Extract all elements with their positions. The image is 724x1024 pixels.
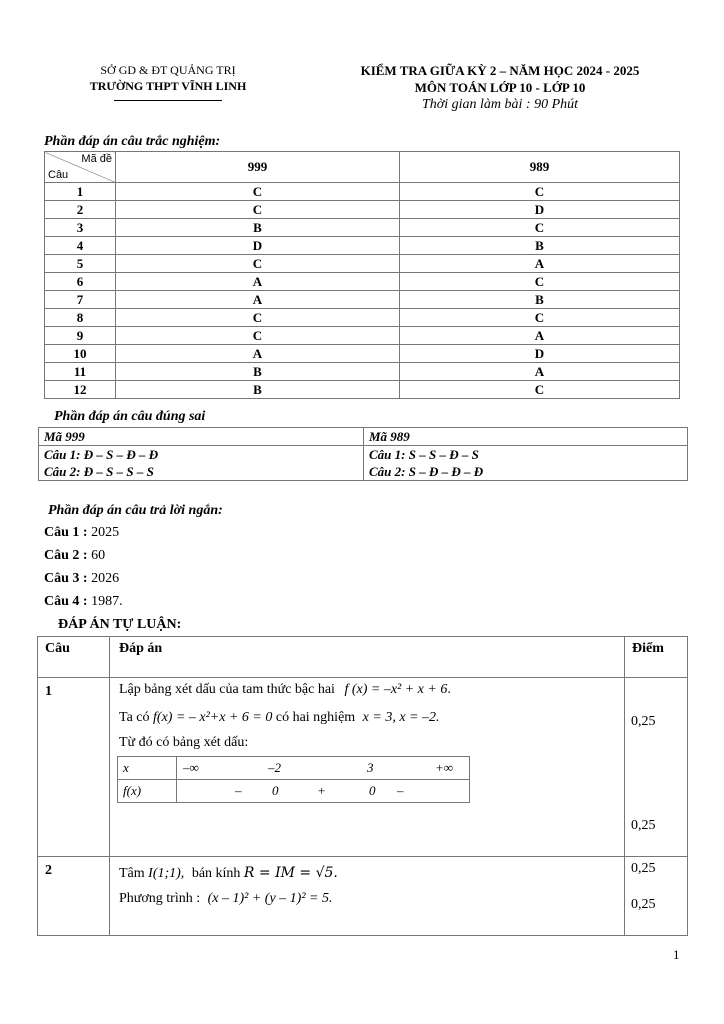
mc-answer-999: D bbox=[116, 237, 400, 255]
mc-answer-989: C bbox=[400, 183, 680, 201]
mc-row bbox=[45, 363, 680, 381]
short-answer-label: Câu 2 : bbox=[44, 548, 88, 563]
corner-code-label: Mã đề bbox=[81, 153, 112, 165]
mc-question-number: 4 bbox=[45, 237, 116, 255]
tf-code-989: Mã 989 bbox=[364, 428, 688, 446]
mc-row bbox=[45, 255, 680, 273]
short-answer-2 bbox=[44, 548, 105, 564]
essay-q1-answer bbox=[110, 678, 625, 857]
mc-answer-989: A bbox=[400, 255, 680, 273]
mc-answer-989: A bbox=[400, 327, 680, 345]
short-answer-value: 60 bbox=[91, 548, 106, 563]
corner-question-label: Câu bbox=[48, 169, 69, 181]
mc-answer-999: C bbox=[116, 183, 400, 201]
mc-row bbox=[45, 183, 680, 201]
tf-code-999: Mã 999 bbox=[39, 428, 364, 446]
mc-answer-999: A bbox=[116, 273, 400, 291]
header-divider bbox=[114, 100, 222, 101]
q2-score-1: 0,25 bbox=[631, 861, 656, 876]
school-name: TRƯỜNG THPT VĨNH LINH bbox=[89, 79, 247, 93]
short-answer-1 bbox=[44, 525, 119, 541]
q2-radius: R = IM = √5. bbox=[243, 865, 338, 881]
mc-answer-999: C bbox=[116, 327, 400, 345]
mc-answer-999: C bbox=[116, 201, 400, 219]
mc-question-number: 6 bbox=[45, 273, 116, 291]
sign-f-row bbox=[118, 780, 470, 803]
code-989-header: 989 bbox=[400, 152, 680, 183]
mc-answer-989: B bbox=[400, 237, 680, 255]
mc-row bbox=[45, 273, 680, 291]
q1-score-2: 0,25 bbox=[631, 818, 656, 833]
q2-line-2 bbox=[119, 891, 332, 907]
q1-line1-text: Lập bảng xét dấu của tam thức bậc hai bbox=[119, 682, 335, 697]
q2-equation: (x – 1)² + (y – 1)² = 5. bbox=[207, 891, 333, 906]
code-999-header: 999 bbox=[116, 152, 400, 183]
tf-989-q2: Câu 2: S – Đ – Đ – Đ bbox=[369, 464, 484, 479]
mc-row bbox=[45, 345, 680, 363]
q1-line-3: Từ đó có bảng xét dấu: bbox=[119, 735, 249, 750]
mc-section-title: Phần đáp án câu trắc nghiệm: bbox=[44, 134, 221, 149]
mc-question-number: 11 bbox=[45, 363, 116, 381]
short-section-title: Phần đáp án câu trả lời ngắn: bbox=[48, 503, 223, 518]
mc-answer-989: C bbox=[400, 273, 680, 291]
sign-f-label: f(x) bbox=[118, 780, 177, 803]
mc-question-number: 7 bbox=[45, 291, 116, 309]
mc-answer-989: B bbox=[400, 291, 680, 309]
mc-row bbox=[45, 219, 680, 237]
short-answer-4 bbox=[44, 594, 123, 610]
mc-answer-999: C bbox=[116, 309, 400, 327]
mc-answer-989: C bbox=[400, 309, 680, 327]
col-score-header: Điểm bbox=[625, 637, 688, 678]
q1-line1-formula: f (x) = –x² + x + 6 bbox=[344, 682, 448, 697]
sign-f-val: 0 bbox=[369, 783, 376, 798]
sign-x-val: –2 bbox=[268, 760, 281, 775]
essay-row-2 bbox=[38, 857, 688, 936]
q2-line2-a: Phương trình : bbox=[119, 891, 201, 906]
sign-x-row bbox=[118, 757, 470, 780]
mc-answer-999: B bbox=[116, 219, 400, 237]
sign-f-val: – bbox=[397, 783, 404, 798]
essay-q1-score bbox=[625, 678, 688, 857]
page-number: 1 bbox=[673, 947, 680, 962]
essay-q2-score bbox=[625, 857, 688, 936]
mc-question-number: 1 bbox=[45, 183, 116, 201]
q1-line-2 bbox=[119, 710, 440, 726]
subject-title: MÔN TOÁN LỚP 10 - LỚP 10 bbox=[414, 80, 586, 95]
q2-line1-a: Tâm bbox=[119, 866, 145, 881]
mc-corner-cell bbox=[45, 152, 116, 183]
sign-x-val: +∞ bbox=[435, 760, 454, 775]
mc-question-number: 8 bbox=[45, 309, 116, 327]
tf-999-q1: Câu 1: Đ – S – Đ – Đ bbox=[44, 447, 159, 462]
header-right bbox=[330, 62, 670, 113]
mc-answer-989: D bbox=[400, 201, 680, 219]
mc-row bbox=[45, 309, 680, 327]
short-answer-3 bbox=[44, 571, 119, 587]
tf-999-q2: Câu 2: Đ – S – S – S bbox=[44, 464, 154, 479]
sign-f-val: + bbox=[317, 783, 326, 798]
mc-answer-999: A bbox=[116, 291, 400, 309]
q2-line1-b: bán kính bbox=[191, 866, 241, 881]
essay-q1-number: 1 bbox=[38, 678, 110, 857]
sign-x-val: –∞ bbox=[183, 760, 199, 775]
tf-answers-989 bbox=[364, 446, 688, 481]
mc-question-number: 2 bbox=[45, 201, 116, 219]
essay-answer-table bbox=[37, 636, 688, 936]
short-answer-value: 2026 bbox=[91, 571, 120, 586]
mc-row bbox=[45, 381, 680, 399]
sign-table bbox=[117, 756, 470, 803]
mc-answer-989: D bbox=[400, 345, 680, 363]
essay-q2-number: 2 bbox=[38, 857, 110, 936]
mc-question-number: 10 bbox=[45, 345, 116, 363]
mc-answer-989: C bbox=[400, 219, 680, 237]
short-answer-value: 1987. bbox=[91, 594, 123, 609]
mc-question-number: 3 bbox=[45, 219, 116, 237]
mc-answer-989: C bbox=[400, 381, 680, 399]
header-left bbox=[60, 62, 276, 101]
tf-989-q1: Câu 1: S – S – Đ – S bbox=[369, 447, 479, 462]
essay-row-1 bbox=[38, 678, 688, 857]
tf-header-row bbox=[39, 428, 688, 446]
mc-answer-989: A bbox=[400, 363, 680, 381]
mc-answer-999: B bbox=[116, 363, 400, 381]
mc-row bbox=[45, 327, 680, 345]
sign-f-val: – bbox=[235, 783, 242, 798]
col-question-header: Câu bbox=[38, 637, 110, 678]
mc-question-number: 5 bbox=[45, 255, 116, 273]
mc-question-number: 12 bbox=[45, 381, 116, 399]
mc-row bbox=[45, 291, 680, 309]
department-name: SỞ GD & ĐT QUẢNG TRỊ bbox=[100, 63, 236, 77]
mc-header-row bbox=[45, 152, 680, 183]
q1-score-1: 0,25 bbox=[631, 714, 656, 729]
mc-answer-999: A bbox=[116, 345, 400, 363]
short-answer-label: Câu 3 : bbox=[44, 571, 88, 586]
mc-answer-999: B bbox=[116, 381, 400, 399]
q2-line-1 bbox=[119, 865, 338, 882]
essay-section-title: ĐÁP ÁN TỰ LUẬN: bbox=[58, 617, 182, 632]
mc-answer-999: C bbox=[116, 255, 400, 273]
q2-center: I(1;1), bbox=[148, 866, 185, 881]
exam-duration: Thời gian làm bài : 90 Phút bbox=[421, 97, 579, 112]
sign-f-values bbox=[177, 780, 470, 803]
q1-line2-roots: x = 3, x = –2. bbox=[362, 710, 440, 725]
q1-line-1: Lập bảng xét dấu của tam thức bậc hai f (x) = –x² + x + 6. bbox=[119, 682, 451, 697]
mc-row bbox=[45, 201, 680, 219]
short-answer-value: 2025 bbox=[91, 525, 120, 540]
mc-answer-table bbox=[44, 151, 680, 399]
mc-row bbox=[45, 237, 680, 255]
sign-x-val: 3 bbox=[367, 760, 374, 775]
tf-answers-999 bbox=[39, 446, 364, 481]
col-answer-header: Đáp án bbox=[110, 637, 625, 678]
tf-section-title: Phần đáp án câu đúng sai bbox=[54, 409, 206, 424]
mc-question-number: 9 bbox=[45, 327, 116, 345]
short-answer-label: Câu 1 : bbox=[44, 525, 88, 540]
sign-x-values bbox=[177, 757, 470, 780]
sign-x-label: x bbox=[118, 757, 177, 780]
essay-q2-answer bbox=[110, 857, 625, 936]
q2-score-2: 0,25 bbox=[631, 897, 656, 912]
tf-answer-table bbox=[38, 427, 688, 481]
exam-title: KIỂM TRA GIỮA KỲ 2 – NĂM HỌC 2024 - 2025 bbox=[360, 63, 640, 78]
tf-answer-row bbox=[39, 446, 688, 481]
short-answer-label: Câu 4 : bbox=[44, 594, 88, 609]
sign-f-val: 0 bbox=[272, 783, 279, 798]
essay-header-row bbox=[38, 637, 688, 678]
q1-line2-mid: có hai nghiệm bbox=[275, 710, 356, 725]
q1-line2-pre: Ta có bbox=[119, 710, 150, 725]
q1-line2-formula: f(x) = – x²+x + 6 = 0 bbox=[153, 710, 273, 725]
